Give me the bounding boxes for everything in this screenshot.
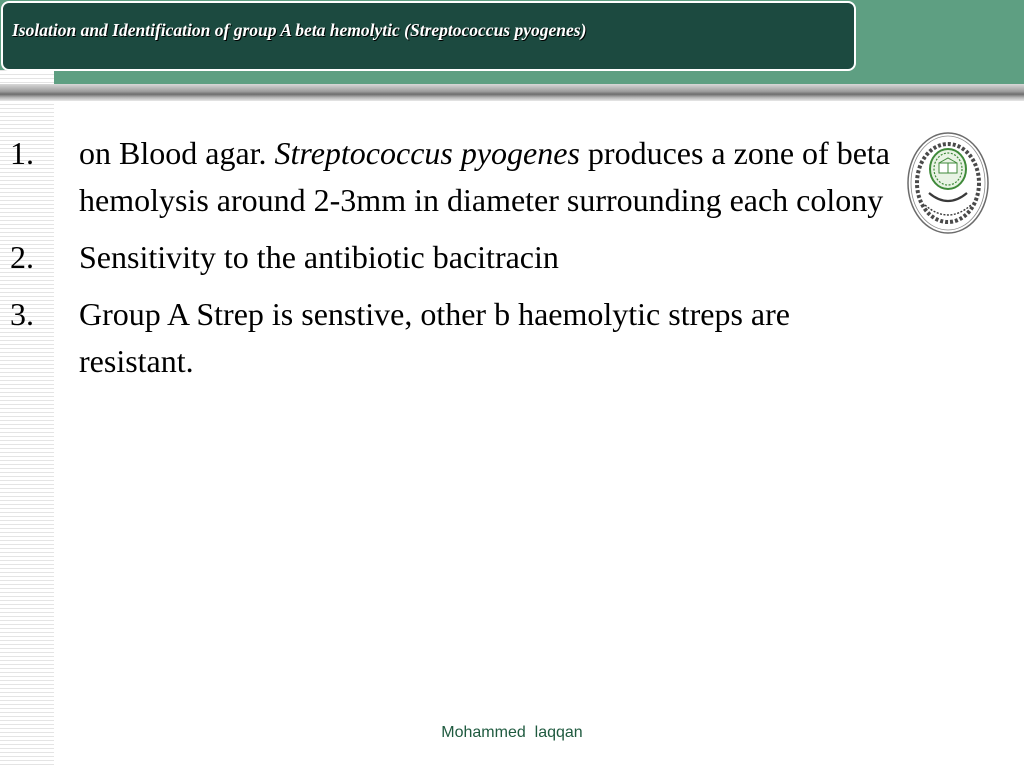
list-item-number: 1. xyxy=(10,135,34,171)
list-item-text-before: on Blood agar. xyxy=(79,135,275,171)
species-name: Streptococcus pyogenes xyxy=(274,135,580,171)
content-list xyxy=(0,130,910,395)
list-item-2 xyxy=(0,234,910,281)
footer-author: Mohammed laqqan xyxy=(441,724,583,741)
list-item-1 xyxy=(0,130,910,224)
title-box xyxy=(1,1,856,71)
list-item-text: Group A Strep is senstive, other b haemolytic streps are resistant. xyxy=(79,296,790,379)
header-divider xyxy=(0,84,1024,101)
list-item-3 xyxy=(0,291,910,385)
university-seal-icon xyxy=(907,131,989,235)
slide-title: Isolation and Identification of group A beta hemolytic (Streptococcus pyogenes) xyxy=(12,20,587,40)
list-item-text: Sensitivity to the antibiotic bacitracin xyxy=(79,239,559,275)
list-item-number: 2. xyxy=(10,239,34,275)
list-item-number: 3. xyxy=(10,296,34,332)
list-item-text-after: produces a zone of beta hemolysis around 2-3mm in diameter surrounding each colony xyxy=(79,135,890,218)
header-stripes xyxy=(0,70,54,84)
